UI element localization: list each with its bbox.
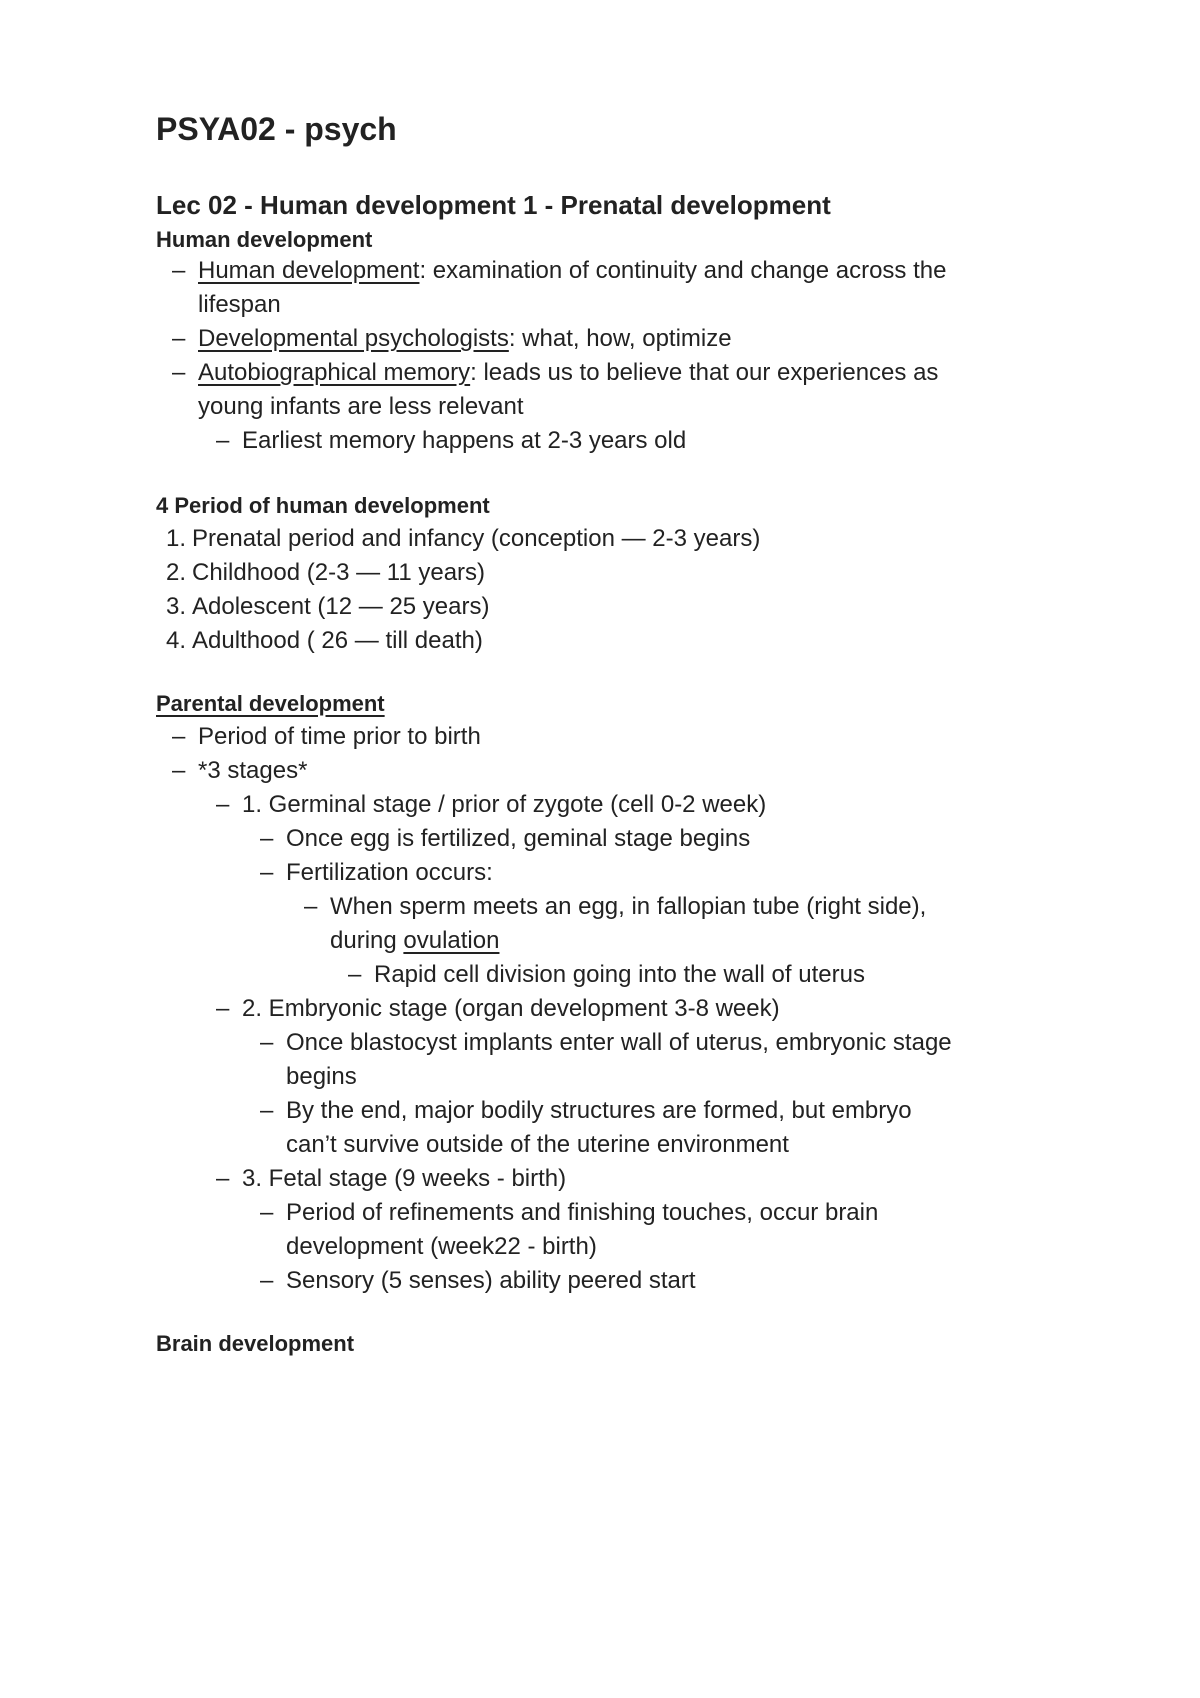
item-number: 1. <box>165 525 186 552</box>
bullet-text: Fertilization occurs: <box>286 859 493 886</box>
item-number: 2. <box>165 559 186 586</box>
bullet-three-stages <box>172 756 307 786</box>
bullet-text: Once egg is fertilized, geminal stage begins <box>286 825 751 852</box>
stage-embryonic <box>216 994 780 1024</box>
section-heading-human-development: Human development <box>156 227 373 252</box>
cell-division-sub-bullet <box>348 960 865 990</box>
bullet-text: By the end, major bodily structures are formed, but embryo <box>286 1097 912 1124</box>
bullet-developmental-psychologists <box>172 324 732 354</box>
germinal-sub-bullet <box>260 858 493 888</box>
term-developmental-psychologists: Developmental psychologists <box>198 325 509 352</box>
bullet-human-development <box>172 256 946 286</box>
bullet-text: When sperm meets an egg, in fallopian tube (right side), <box>330 893 927 920</box>
bullet-continuation <box>330 926 499 956</box>
dash-bullet: – <box>260 1267 274 1294</box>
dash-bullet: – <box>260 1029 274 1056</box>
item-number: 4. <box>165 627 186 654</box>
item-number: 3. <box>165 593 186 620</box>
bullet-continuation: lifespan <box>198 291 281 318</box>
lecture-heading: Lec 02 - Human development 1 - Prenatal development <box>156 190 831 220</box>
continuation-text: during <box>330 927 404 954</box>
dash-bullet: – <box>172 359 186 386</box>
stage-fetal <box>216 1164 566 1194</box>
dash-bullet: – <box>216 791 230 818</box>
bullet-text: 2. Embryonic stage (organ development 3-8 week) <box>242 995 780 1022</box>
dash-bullet: – <box>304 893 318 920</box>
bullet-continuation: begins <box>286 1063 357 1090</box>
document-title: PSYA02 - psych <box>156 111 397 147</box>
dash-bullet: – <box>260 859 274 886</box>
embryonic-sub-bullet <box>260 1028 952 1058</box>
dash-bullet: – <box>260 1199 274 1226</box>
section-heading-brain-development: Brain development <box>156 1331 355 1356</box>
bullet-text: *3 stages* <box>198 757 308 784</box>
bullet-text: Earliest memory happens at 2-3 years old <box>242 427 687 454</box>
term-ovulation: ovulation <box>403 927 500 954</box>
bullet-continuation: development (week22 - birth) <box>286 1233 597 1260</box>
bullet-period-prior-birth <box>172 722 481 752</box>
section-heading-periods: 4 Period of human development <box>156 493 490 518</box>
germinal-sub-bullet <box>260 824 750 854</box>
definition-text: : examination of continuity and change across the <box>419 257 947 284</box>
dash-bullet: – <box>216 995 230 1022</box>
item-text: Adolescent (12 — 25 years) <box>192 593 490 620</box>
embryonic-sub-bullet <box>260 1096 912 1126</box>
bullet-text: 3. Fetal stage (9 weeks - birth) <box>242 1165 567 1192</box>
bullet-text: Sensory (5 senses) ability peered start <box>286 1267 696 1294</box>
bullet-autobiographical-memory <box>172 358 938 388</box>
dash-bullet: – <box>348 961 362 988</box>
definition-text: : what, how, optimize <box>508 325 732 352</box>
dash-bullet: – <box>172 325 186 352</box>
fetal-sub-bullet <box>260 1198 878 1228</box>
dash-bullet: – <box>216 427 230 454</box>
bullet-text: Once blastocyst implants enter wall of uterus, embryonic stage <box>286 1029 952 1056</box>
dash-bullet: – <box>172 723 186 750</box>
numbered-item <box>156 558 485 588</box>
numbered-item <box>156 626 483 656</box>
dash-bullet: – <box>260 1097 274 1124</box>
dash-bullet: – <box>216 1165 230 1192</box>
bullet-continuation: young infants are less relevant <box>198 393 524 420</box>
bullet-text: Period of time prior to birth <box>198 723 481 750</box>
item-text: Childhood (2-3 — 11 years) <box>192 559 486 586</box>
bullet-text: 1. Germinal stage / prior of zygote (cell 0-2 week) <box>242 791 767 818</box>
numbered-item <box>156 592 489 622</box>
definition-text: : leads us to believe that our experiences as <box>470 359 939 386</box>
item-text: Adulthood ( 26 — till death) <box>192 627 483 654</box>
fetal-sub-bullet <box>260 1266 696 1296</box>
bullet-text: Period of refinements and finishing touches, occur brain <box>286 1199 879 1226</box>
term-human-development: Human development <box>198 257 420 284</box>
dash-bullet: – <box>172 757 186 784</box>
stage-germinal <box>216 790 766 820</box>
term-autobiographical-memory: Autobiographical memory <box>198 359 471 386</box>
section-heading-parental-development: Parental development <box>156 691 385 716</box>
fertilization-sub-bullet <box>304 892 926 922</box>
dash-bullet: – <box>260 825 274 852</box>
bullet-continuation: can’t survive outside of the uterine environment <box>286 1131 789 1158</box>
item-text: Prenatal period and infancy (conception — 2-3 years) <box>192 525 761 552</box>
sub-bullet-earliest-memory <box>216 426 686 456</box>
dash-bullet: – <box>172 257 186 284</box>
numbered-item <box>156 524 760 554</box>
bullet-text: Rapid cell division going into the wall of uterus <box>374 961 865 988</box>
